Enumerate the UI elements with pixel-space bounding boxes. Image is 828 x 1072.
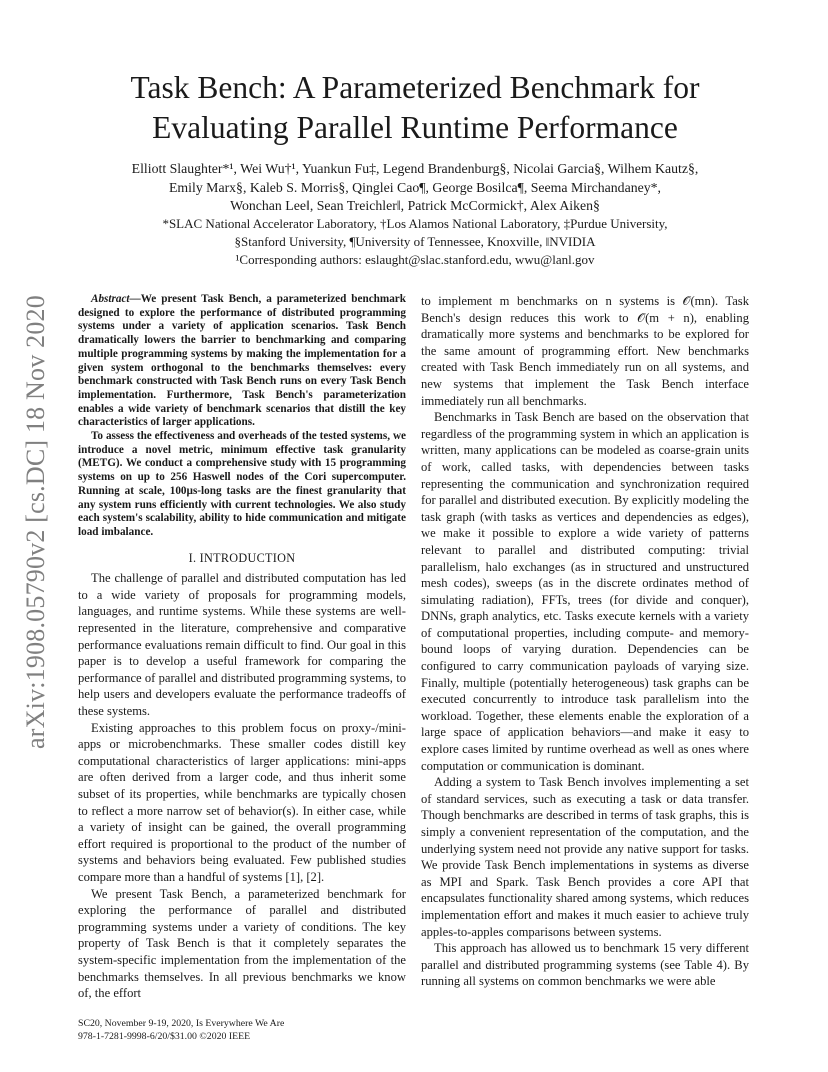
body-paragraph: Benchmarks in Task Bench are based on the observation that regardless of the programming system in which an application is written, many applications can be modeled as coarse-grain units of work, called tasks, with dependencies between tasks representing the communication and synchronization required for parallel and distributed execution. By explicitly modeling the task graph (with tasks as vertices and dependencies as edges), we make it possible to explore a wide variety of patterns relevant to parallel and distributed computing: trivial parallelism, halo exchanges (as in structured and unstructured mesh codes), sweeps (as in the discrete ordinates method of simulating radiation), FFTs, trees (for divide and conquer), DNNs, graph analytics, etc. Tasks execute kernels with a variety of computational properties, including compute- and memory-bound loops of varying duration. Dependencies can be configured to carry communication payloads of varying size. Finally, multiple (potentially heterogeneous) task graphs can be executed concurrently to introduce task parallelism into the workload. Together, these elements enable the exploration of a large space of application behaviors—and make it easy to explore cases limited by runtime overhead as well as ones where computation or communication is dominant. [421, 410, 749, 773]
arxiv-identifier-text: arXiv:1908.05790v2 [cs.DC] 18 Nov 2020 [21, 295, 50, 749]
footer-conference: SC20, November 9-19, 2020, Is Everywhere We Are [78, 1018, 285, 1029]
abstract-paragraph-2: To assess the effectiveness and overheads of the tested systems, we introduce a novel metric, minimum effective task granularity (METG). We conduct a comprehensive study with 15 programming systems on up to 256 Haswell nodes of the Cori supercomputer. Running at scale, 100µs-long tasks are the finest granularity that any system runs efficiently with current technologies. We also study each system's scalability, ability to hide communication and mitigate load imbalance. [78, 430, 406, 538]
author-list [80, 160, 750, 216]
right-column [421, 293, 749, 990]
arxiv-identifier [16, 282, 56, 762]
left-column [78, 293, 406, 1002]
section-heading-introduction: I. INTRODUCTION [188, 550, 296, 565]
abstract-text-1: —We present Task Bench, a parameterized benchmark designed to explore the performance of distributed programming systems under a variety of application scenarios. Task Bench dramatically lowers the barrier to benchmarking and comparing multiple programming systems by making the implementation for a given system orthogonal to the benchmarks themselves: every benchmark constructed with Task Bench runs on every Task Bench implementation. Furthermore, Task Bench's parameterization enables a wide variety of benchmark scenarios that distill the key characteristics of larger applications. [78, 293, 406, 429]
body-paragraph: The challenge of parallel and distributed computation has led to a wide variety of proposals for programming models, languages, and runtime systems. While these systems are well-represented in the literature, comprehensive and comparative performance evaluations remain difficult to find. Our goal in this paper is to develop a useful framework for comparing the performance of parallel and distributed programming systems, to help users and developers evaluate the performance tradeoffs of these systems. [78, 571, 406, 718]
body-paragraph: This approach has allowed us to benchmark 15 very different parallel and distributed programming systems (see Table 4). By running all systems on common benchmarks we were able [421, 941, 749, 989]
abstract-paragraph-1 [78, 293, 406, 430]
affiliation-line: *SLAC National Accelerator Laboratory, †Los Alamos National Laboratory, ‡Purdue University, [162, 216, 668, 231]
page-footer [78, 1018, 284, 1043]
footer-copyright: 978-1-7281-9998-6/20/$31.00 ©2020 IEEE [78, 1030, 251, 1042]
affiliation-line: ¹Corresponding authors: eslaught@slac.stanford.edu, wwu@lanl.gov [235, 252, 595, 267]
body-paragraph: to implement m benchmarks on n systems is 𝒪(mn). Task Bench's design reduces this work to 𝒪(m + n), enabling dramatically more systems and benchmarks to be explored for the same amount of programming effort. New benchmarks created with Task Bench immediately run on all systems, and new systems that implement the Task Bench interface immediately run all benchmarks. [421, 294, 749, 408]
body-paragraph: Existing approaches to this problem focus on proxy-/mini-apps or microbenchmarks. These smaller codes distill key computational characteristics of larger applications: mini-apps are often derived from a larger code, and thus inherit some subset of its properties, while benchmarks are typically chosen to reflect a more narrow set of behavior(s). In either case, while a variety of insight can be gained, the overall programming effort required is proportional to the product of the number of systems and behaviors being evaluated. Few published studies compare more than a handful of systems [1], [2]. [78, 720, 406, 884]
affiliations [80, 215, 750, 269]
author-line: Elliott Slaughter*¹, Wei Wu†¹, Yuankun Fu‡, Legend Brandenburg§, Nicolai Garcia§, Wilhem Kautz§, [131, 161, 699, 176]
abstract-label: Abstract [91, 293, 130, 305]
paper-title [80, 68, 750, 148]
body-paragraph: Adding a system to Task Bench involves implementing a set of standard services, such as executing a task or data transfer. Though benchmarks are described in terms of task graphs, this is simply a convenient representation of the computation, and the underlying system need not provide any native support for tasks. We provide Task Bench implementations in systems as diverse as MPI and Spark. Task Bench provides a core API that encapsulates functionality shared among systems, which reduces implementation effort and makes it much easier to achieve truly apples-to-apples comparisons between systems. [421, 775, 749, 939]
abstract [78, 293, 406, 540]
title-line-2: Evaluating Parallel Runtime Performance [152, 110, 678, 145]
body-paragraph: We present Task Bench, a parameterized benchmark for exploring the performance of parallel and distributed programming systems under a variety of conditions. The key property of Task Bench is that it completely separates the system-specific implementation from the implementation of the benchmarks themselves. In all previous benchmarks we know of, the effort [78, 886, 406, 1001]
title-line-1: Task Bench: A Parameterized Benchmark for [130, 70, 700, 105]
affiliation-line: §Stanford University, ¶University of Tennessee, Knoxville, ‖NVIDIA [234, 234, 596, 249]
author-line: Wonchan Lee‖, Sean Treichler‖, Patrick McCormick†, Alex Aiken§ [230, 198, 600, 213]
author-line: Emily Marx§, Kaleb S. Morris§, Qinglei Cao¶, George Bosilca¶, Seema Mirchandaney*, [169, 179, 661, 195]
